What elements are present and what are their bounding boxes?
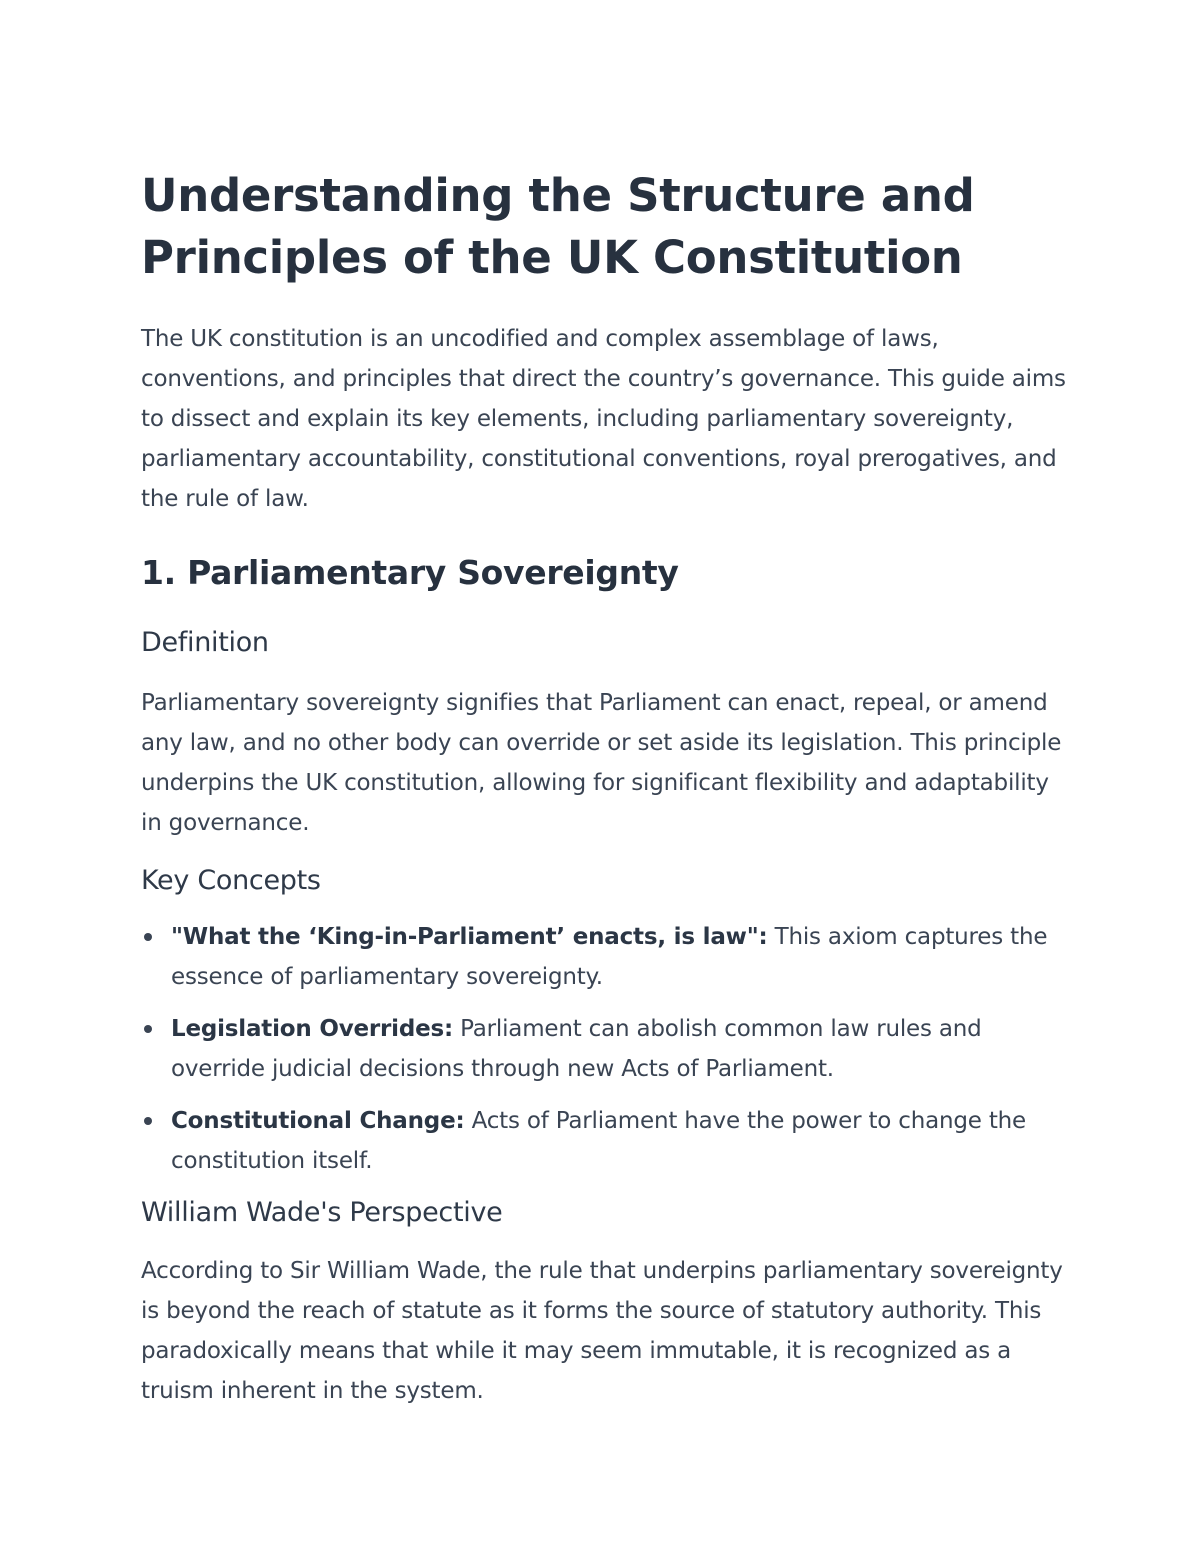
list-item [141, 1101, 1071, 1181]
subheading-key-concepts: Key Concepts [141, 865, 321, 896]
list-item [141, 1009, 1071, 1089]
concept-term: Constitutional Change: [171, 1108, 465, 1134]
subheading-wade-perspective: William Wade's Perspective [141, 1197, 503, 1228]
concept-term: Legislation Overrides: [171, 1016, 454, 1042]
concept-term: "What the ‘King-in-Parliament’ enacts, is law": [171, 924, 768, 950]
page-title: Understanding the Structure and Principles of the UK Constitution [141, 169, 975, 284]
bullet-icon [144, 1117, 152, 1125]
bullet-icon [144, 1025, 152, 1033]
concept-text: This axiom captures the essence of parliamentary sovereignty. [171, 924, 1048, 990]
concept-text: Parliament can abolish common law rules and override judicial decisions through new Acts of Parliament. [171, 1016, 982, 1082]
definition-paragraph: Parliamentary sovereignty signifies that Parliament can enact, repeal, or amend any law, and no other body can override or set aside its legislation. This principle underpins the UK constitution, allowing for significant flexibility and adaptability in governance. [141, 690, 1062, 836]
key-concepts-list [141, 917, 1071, 1181]
concept-text: Acts of Parliament have the power to change the constitution itself. [171, 1108, 1026, 1174]
intro-paragraph: The UK constitution is an uncodified and complex assemblage of laws, conventions, and principles that direct the country’s governance. This guide aims to dissect and explain its key elements, including parliamentary sovereignty, parliamentary accountability, constitutional conventions, royal prerogatives, and the rule of law. [141, 326, 1066, 512]
list-item [141, 917, 1071, 997]
subheading-definition: Definition [141, 627, 269, 658]
document-page [141, 165, 1071, 1411]
wade-paragraph: According to Sir William Wade, the rule that underpins parliamentary sovereignty is beyond the reach of statute as it forms the source of statutory authority. This paradoxically means that while it may seem immutable, it is recognized as a truism inherent in the system. [141, 1258, 1063, 1404]
bullet-icon [144, 933, 152, 941]
section-heading-parliamentary-sovereignty: 1. Parliamentary Sovereignty [141, 553, 679, 592]
